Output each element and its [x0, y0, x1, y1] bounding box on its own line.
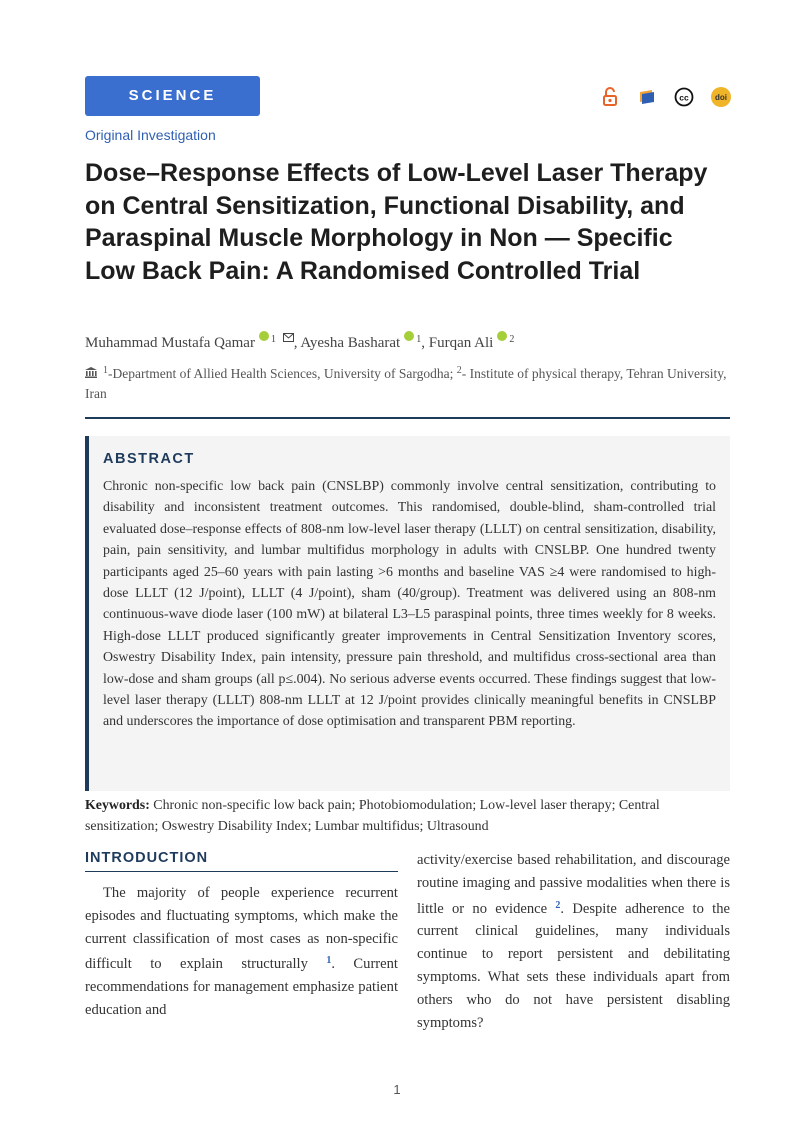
author-3[interactable]: Furqan Ali $^2$ [429, 335, 515, 351]
doi-label: doi [715, 93, 727, 102]
orcid-icon[interactable] [259, 331, 269, 341]
abstract-heading: ABSTRACT [103, 451, 195, 467]
keywords-label: Keywords: [85, 798, 150, 813]
affiliation: $^1$-Department of Allied Health Sciences, University of Sargodha; $^2$- Institute of physical therapy, Tehran University, Iran [85, 365, 727, 401]
introduction-right-column: activity/exercise based rehabilitation, and discourage routine imaging and passive modalities when there is little or no evidence $^2$. Despite adherence to the current clinical guidelines, many individuals continue to report persistent and debilitating symptoms. What sets these individuals apart from others who do not have persistent disabling symptoms? [417, 852, 730, 1031]
keywords-text: Chronic non-specific low back pain; Photobiomodulation; Low-level laser therapy; Central sensitization; Oswestry Disability Index; Lumbar multifidus; Ultrasound [85, 798, 660, 835]
introduction-heading: INTRODUCTION [85, 850, 398, 872]
author-list: Muhammad Mustafa Qamar $^1$ , Ayesha Basharat $^1$, Furqan Ali $^2$ [85, 331, 514, 352]
citation-link[interactable]: 2 [555, 899, 561, 911]
article-type: Original Investigation [85, 127, 216, 143]
orcid-icon[interactable] [404, 331, 414, 341]
institution-icon [85, 367, 97, 378]
mail-icon[interactable] [283, 333, 294, 342]
cc-label: cc [679, 92, 689, 103]
orcid-icon[interactable] [497, 331, 507, 341]
author-1[interactable]: Muhammad Mustafa Qamar $^1$ [85, 335, 294, 351]
doi-icon[interactable] [710, 86, 732, 108]
creative-commons-icon[interactable] [673, 86, 695, 108]
introduction-left-column: The majority of people experience recurrent episodes and fluctuating symptoms, which make the current classification of most cases as non-specific difficult to explain structurally $^1$. Current recommendations for management emphasize patient education and [85, 885, 398, 1018]
author-2[interactable]: Ayesha Basharat $^1$ [300, 335, 421, 351]
citation-link[interactable]: 1 [326, 955, 332, 967]
abstract-text: Chronic non-specific low back pain (CNSLBP) commonly involve central sensitization, contributing to disability and inconsistent treatment outcomes. This randomised, double-blind, sham-controlled trial evaluated dose–response effects of 808-nm low-level laser therapy (LLLT) on central sensitization, disability, pain, pain sensitivity, and lumbar multifidus morphology in adults with CNSLBP. One hundred twenty participants aged 25–60 years with pain lasting >6 months and baseline VAS ≥4 were randomised to high-dose LLLT (12 J/point), LLLT (4 J/point), sham (40/group). Treatment was delivered using an 808-nm continuous-wave diode laser (100 mW) at bilateral L3–L5 paraspinal points, three times weekly for 8 weeks. High-dose LLLT produced significantly greater improvements in Central Sensitization Inventory scores, Oswestry Disability Index, pain intensity, pressure pain threshold, and multifidus cross-sectional area than low-dose and sham groups (all p≤.004). No serious adverse events occurred. These findings suggest that low-level laser therapy (LLLT) 808-nm LLLT at 12 J/point provides clinically meaningful benefits in CNSLBP and underscores the importance of dose optimisation and transparent PBM reporting. [103, 479, 716, 730]
header-icons [599, 86, 732, 108]
journal-badge[interactable]: SCIENCE [85, 76, 260, 116]
book-icon[interactable] [636, 86, 658, 108]
page-number: 1 [393, 1082, 401, 1097]
open-access-icon[interactable] [599, 86, 621, 108]
keywords [85, 795, 730, 838]
article-title: Dose–Response Effects of Low-Level Laser Therapy on Central Sensitization, Functional Disability, and Paraspinal Muscle Morphology in Non — Specific Low Back Pain: A Randomised Controlled Trial [85, 159, 708, 285]
header-divider [85, 417, 730, 419]
